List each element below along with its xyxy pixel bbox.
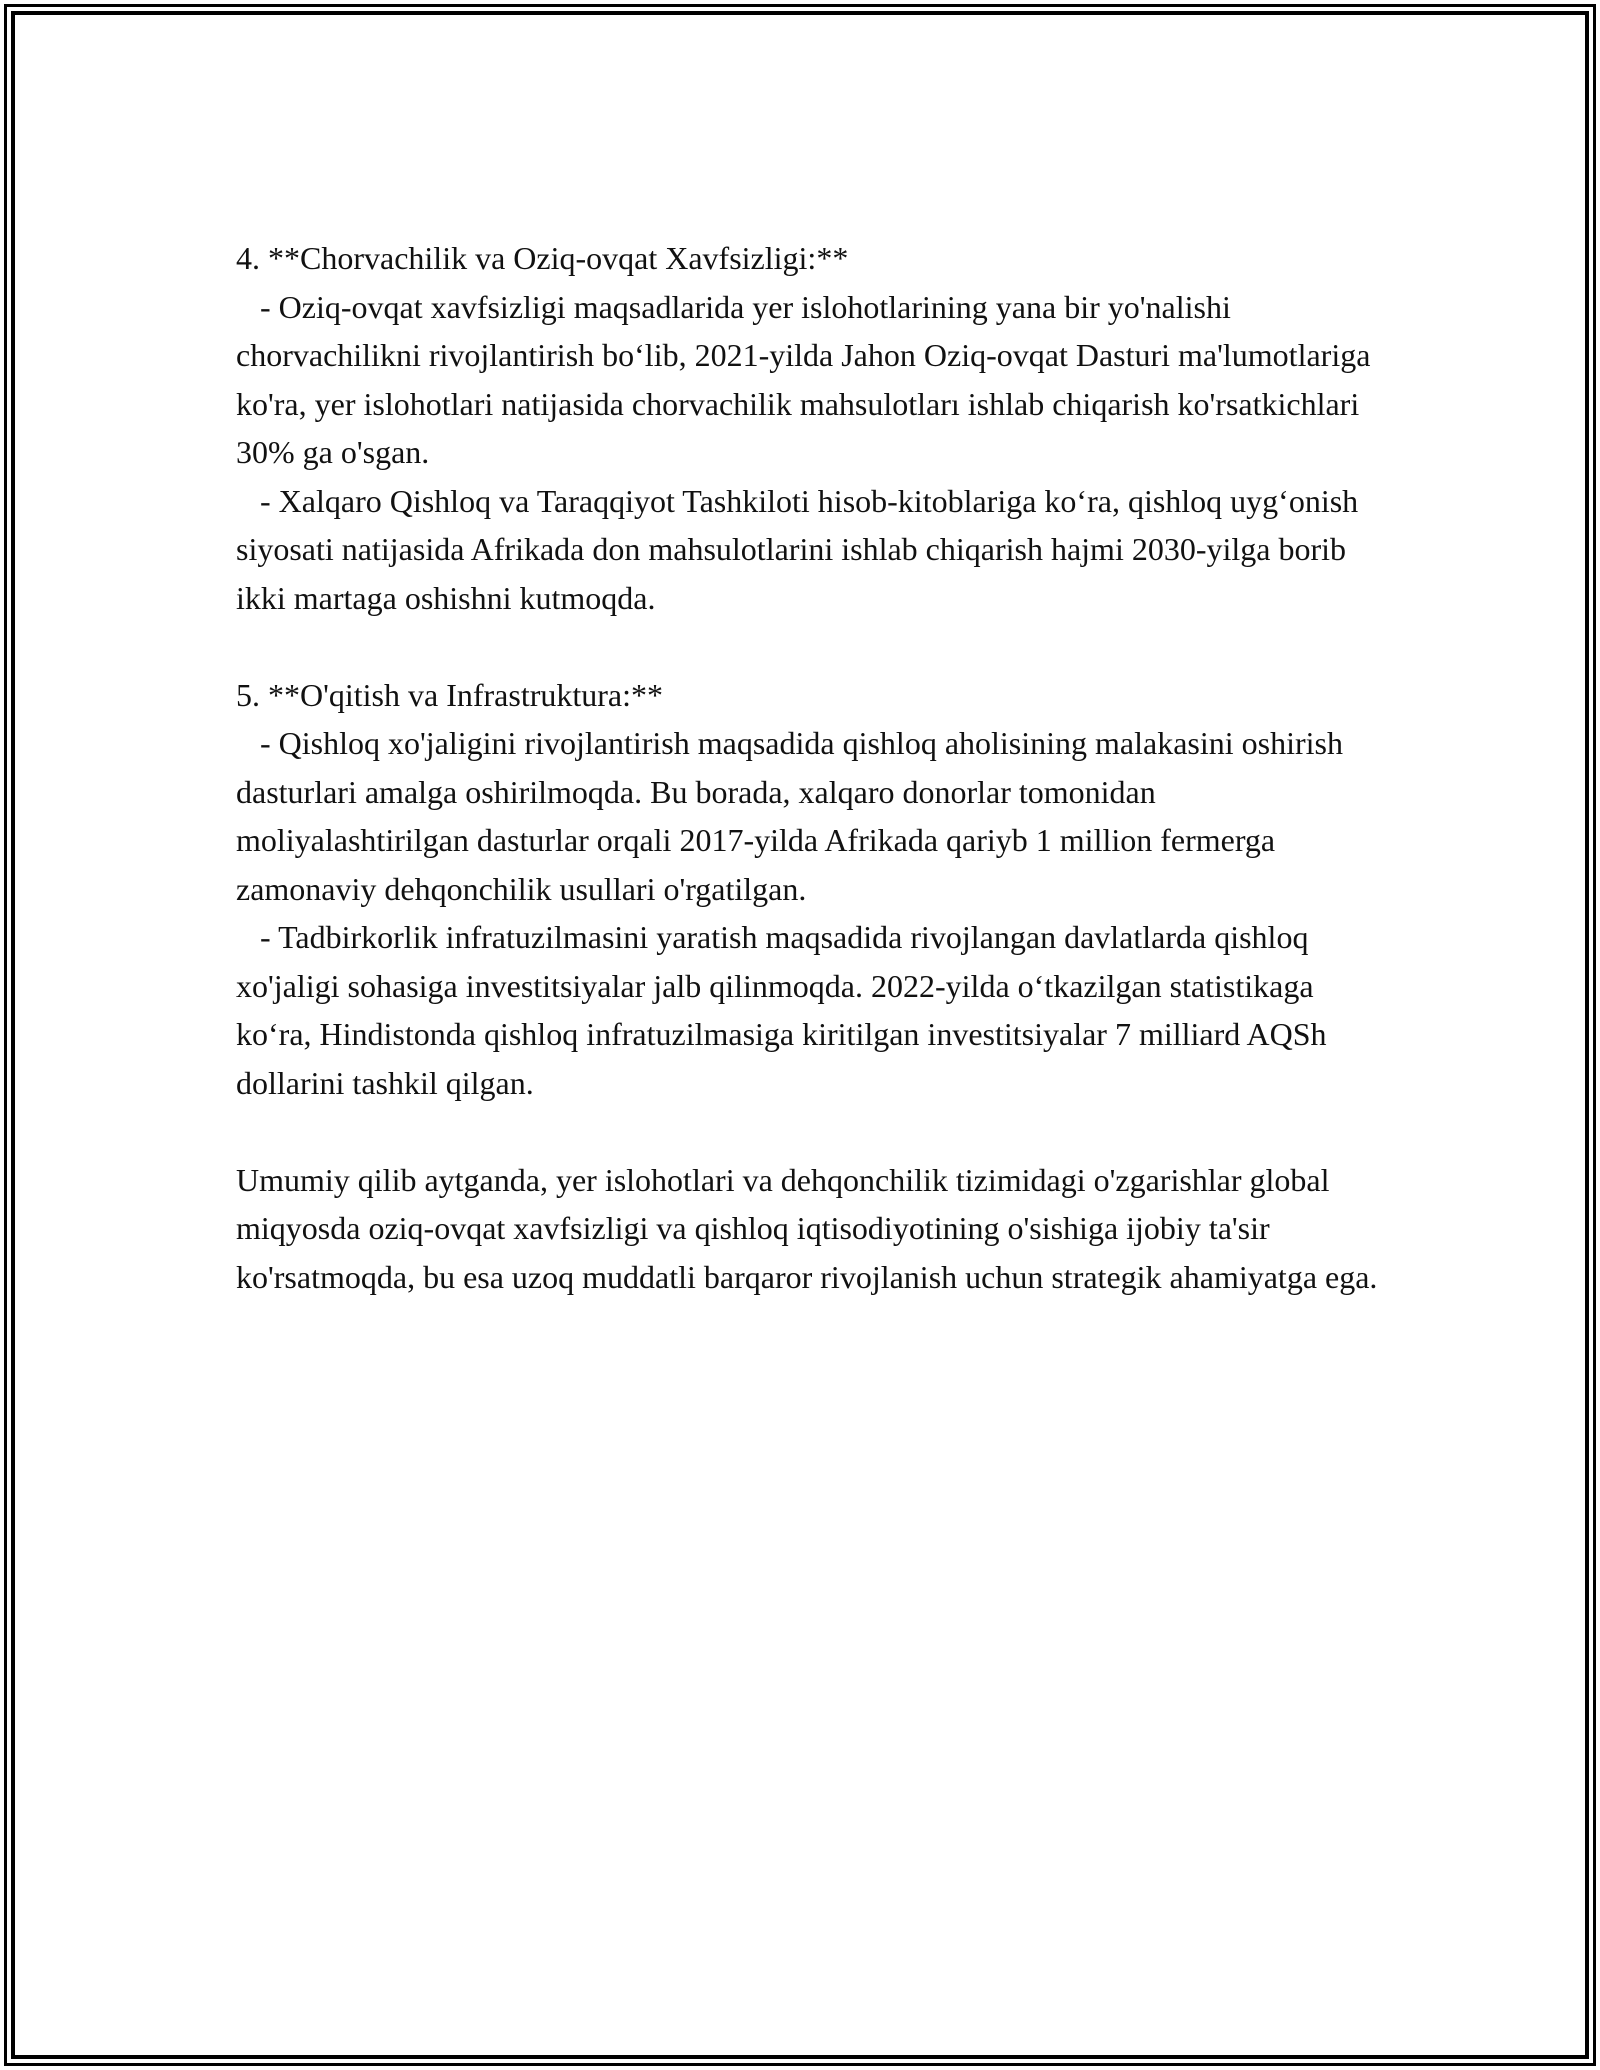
document-body [236, 234, 1386, 1301]
section-4-heading: 4. **Chorvachilik va Oziq-ovqat Xavfsizligi:** [236, 240, 849, 276]
conclusion-paragraph: Umumiy qilib aytganda, yer islohotlari va dehqonchilik tizimidagi o'zgarishlar global miqyosda oziq-ovqat xavfsizligi va qishloq iqtisodiyotining o'sishiga ijobiy ta'sir ko'rsatmoqda, bu esa uzoq muddatli barqaror rivojlanish uchun strategik ahamiyatga ega. [236, 1161, 1378, 1295]
paragraph-gap [236, 622, 1386, 671]
section-4-item-2: - Xalqaro Qishloq va Taraqqiyot Tashkiloti hisob-kitoblariga ko‘ra, qishloq uyg‘onish siyosati natijasida Afrikada don mahsulotlarini ishlab chiqarish hajmi 2030-yilga borib ikki martaga oshishni kutmoqda. [236, 482, 1367, 616]
paragraph-gap [236, 1107, 1386, 1156]
section-5-heading: 5. **O'qitish va Infrastruktura:** [236, 676, 664, 713]
section-4-item-1: - Oziq-ovqat xavfsizligi maqsadlarida yer islohotlarining yana bir yo'nalishi chorvachilikni rivojlantirish bo‘lib, 2021-yilda Jahon Oziq-ovqat Dasturi ma'lumotlariga ko'ra, yer islohotlari natijasida chorvachilik mahsulotları ishlab chiqarish ko'rsatkichlari 30% ga o'sgan. [236, 288, 1379, 470]
section-5-item-2: - Tadbirkorlik infratuzilmasini yaratish maqsadida rivojlangan davlatlarda qishloq xo'jaligi sohasiga investitsiyalar jalb qilinmoqda. 2022-yilda o‘tkazilgan statistikaga ko‘ra, Hindistonda qishloq infratuzilmasiga kiritilgan investitsiyalar 7 milliard AQSh dollarini tashkil qilgan. [236, 919, 1335, 1101]
section-5-item-1: - Qishloq xo'jaligini rivojlantirish maqsadida qishloq aholisining malakasini oshirish dasturlari amalga oshirilmoqda. Bu borada, xalqaro donorlar tomonidan moliyalashtirilgan dasturlar orqali 2017-yilda Afrikada qariyb 1 million fermerga zamonaviy dehqonchilik usullari o'rgatilgan. [236, 725, 1351, 907]
